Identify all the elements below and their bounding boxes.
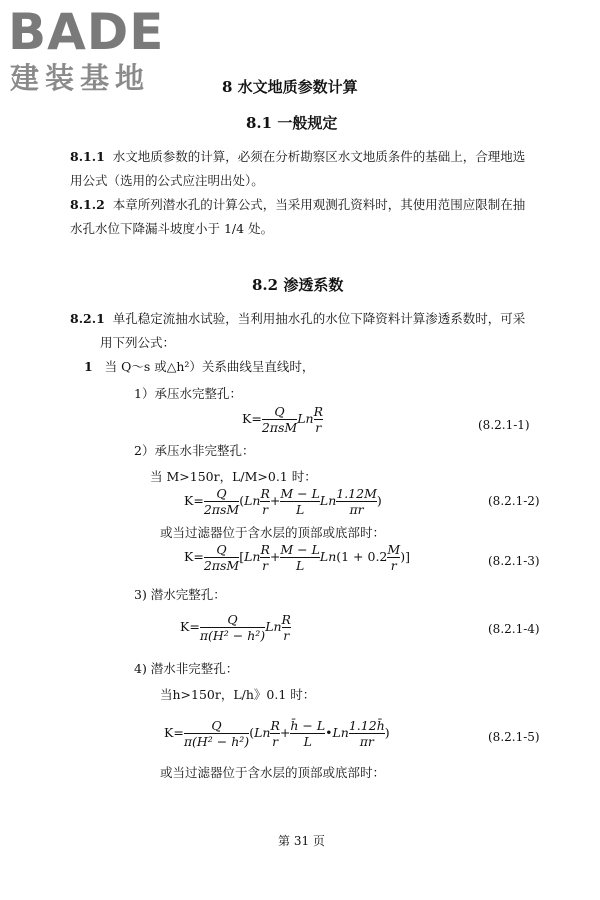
logo [6, 4, 176, 94]
para-number: 8.1.2 [70, 197, 105, 212]
sub-item-1 [84, 358, 314, 376]
equation-8-2-1-3: K= $\frac{Q}{\text{2πsM}}$ [Ln $\frac{R}{r}$ + $\frac{M - L}{L}$ Ln(1 + 0.2 $\frac{M}{r}$ )] [184, 542, 410, 573]
condition-text: 当h>150r，L/h》0.1 时： [160, 687, 316, 702]
condition-text: 当 M>150r，L/M>0.1 时： [150, 469, 317, 484]
para-8-1-1-cont: 用公式（选用的公式应注明出处）。 [70, 173, 264, 188]
para-number: 8.1.1 [70, 149, 105, 164]
equation-number: (8.2.1-3) [488, 554, 540, 568]
para-8-1-1 [70, 148, 525, 166]
equation-8-2-1-2: K= $\frac{Q}{\text{2πsM}}$ (Ln $\frac{R}{r}$ + $\frac{M - L}{L}$ Ln $\frac{1.12M}{\pi r}$ ) [184, 486, 382, 517]
page-number: 第 31 页 [278, 834, 325, 848]
case-4-label: 4) 潜水非完整孔： [134, 661, 239, 676]
para-text: 本章所列潜水孔的计算公式，当采用观测孔资料时，其使用范围应限制在抽 [112, 197, 526, 212]
case-1-label: 1）承压水完整孔： [134, 386, 242, 401]
chapter-title: 8 水文地质参数计算 [222, 78, 358, 96]
para-text: 单孔稳定流抽水试验，当利用抽水孔的水位下降资料计算渗透系数时，可采 [112, 311, 526, 326]
equation-number: (8.2.1-4) [488, 622, 540, 636]
alternate-condition: 或当过滤器位于含水层的顶部或底部时： [160, 525, 386, 540]
alternate-condition: 或当过滤器位于含水层的顶部或底部时： [160, 765, 386, 780]
section-8-1-title: 8.1 一般规定 [246, 114, 338, 132]
section-8-2-title: 8.2 渗透系数 [252, 276, 344, 294]
para-8-2-1 [70, 310, 525, 328]
case-3-label: 3) 潜水完整孔： [134, 587, 226, 602]
equation-8-2-1-5: K= $\frac{Q}{\text{π(H² − h²)}}$ (Ln $\frac{R}{r}$ + $\frac{h̄ - L}{L}$ •Ln $\frac{1.12h̄}{\pi r}$ ) [164, 718, 390, 749]
equation-number: (8.2.1-2) [488, 494, 540, 508]
logo-tagline: 建装基地 [10, 61, 151, 95]
equation-8-2-1-1: K= $\frac{Q}{\text{2πsM}}$ Ln $\frac{R}{r}$ [242, 404, 323, 435]
sub-item-text: 当 Q～s 或△h²）关系曲线呈直线时， [104, 359, 315, 374]
logo-brand: BADE [8, 3, 165, 61]
para-number: 8.2.1 [70, 311, 105, 326]
equation-number: (8.2.1-1) [478, 418, 530, 432]
case-2-label: 2）承压水非完整孔： [134, 443, 255, 458]
para-8-1-2-cont: 水孔水位下降漏斗坡度小于 1/4 处。 [70, 221, 274, 236]
para-8-1-2 [70, 196, 525, 214]
sub-item-number: 1 [84, 359, 93, 374]
equation-number: (8.2.1-5) [488, 730, 540, 744]
equation-8-2-1-4: K= $\frac{Q}{\text{π(H² − h²)}}$ Ln $\frac{R}{r}$ [180, 612, 291, 643]
para-8-2-1-cont: 用下列公式： [100, 335, 176, 350]
para-text: 水文地质参数的计算，必须在分析勘察区水文地质条件的基础上，合理地选 [112, 149, 526, 164]
